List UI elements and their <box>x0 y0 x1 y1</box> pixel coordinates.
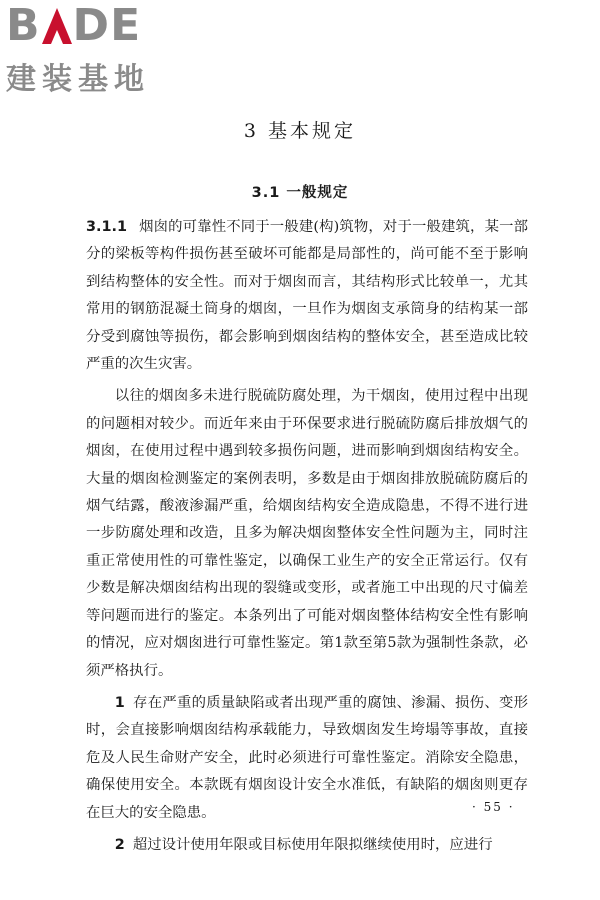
item-number: 2 <box>114 836 125 853</box>
page-number: · 55 · <box>472 800 515 814</box>
item-text: 存在严重的质量缺陷或者出现严重的腐蚀、渗漏、损伤、变形时，会直接影响烟囱结构承载能力，导致烟囱发生垮塌等事故，直接危及人民生命财产安全，此时必须进行可靠性鉴定。消除安全隐患，确保使用安全。本款既有烟囱设计安全水准低，有缺陷的烟囱则更存在巨大的安全隐患。 <box>86 694 528 821</box>
logo-wordmark <box>6 0 176 51</box>
list-item <box>86 690 528 827</box>
logo-letter-b: B <box>6 0 41 51</box>
chapter-title: 3 基本规定 <box>243 120 357 142</box>
section-title: 3.1 一般规定 <box>251 185 349 201</box>
item-text: 超过设计使用年限或目标使用年限拟继续使用时，应进行 <box>132 836 493 853</box>
logo-a-triangle-icon <box>42 8 72 44</box>
list-item <box>86 832 528 859</box>
bade-logo <box>6 0 176 97</box>
item-number: 1 <box>114 694 125 711</box>
logo-letters-de: DE <box>72 0 142 51</box>
page-body <box>86 214 528 864</box>
clause-para1-text: 烟囱的可靠性不同于一般建(构)筑物，对于一般建筑，某一部分的梁板等构件损伤甚至破坏可能都是局部性的，尚可能不至于影响到结构整体的安全性。而对于烟囱而言，其结构形式比较单一，尤其常用的钢筋混凝土筒身的烟囱，一旦作为烟囱支承筒身的结构某一部分受到腐蚀等损伤，都会影响到烟囱结构的整体安全，甚至造成比较严重的次生灾害。 <box>86 219 528 373</box>
clause-paragraph <box>86 214 528 378</box>
logo-chinese-text: 建装基地 <box>6 62 150 97</box>
clause-number: 3.1.1 <box>86 219 127 235</box>
clause-para2: 以往的烟囱多未进行脱硫防腐处理，为干烟囱，使用过程中出现的问题相对较少。而近年来由于环保要求进行脱硫防腐后排放烟气的烟囱，在使用过程中遇到较多损伤问题，进而影响到烟囱结构安全。大量的烟囱检测鉴定的案例表明，多数是由于烟囱排放脱硫防腐后的烟气结露，酸液渗漏严重，给烟囱结构安全造成隐患，不得不进行进一步防腐处理和改造，且多为解决烟囱整体安全性问题为主，同时注重正常使用性的可靠性鉴定，以确保工业生产的安全正常运行。仅有少数是解决烟囱结构出现的裂缝或变形，或者施工中出现的尺寸偏差等问题而进行的鉴定。本条列出了可能对烟囱整体结构安全性有影响的情况，应对烟囱进行可靠性鉴定。第1款至第5款为强制性条款，必须严格执行。 <box>86 388 528 679</box>
